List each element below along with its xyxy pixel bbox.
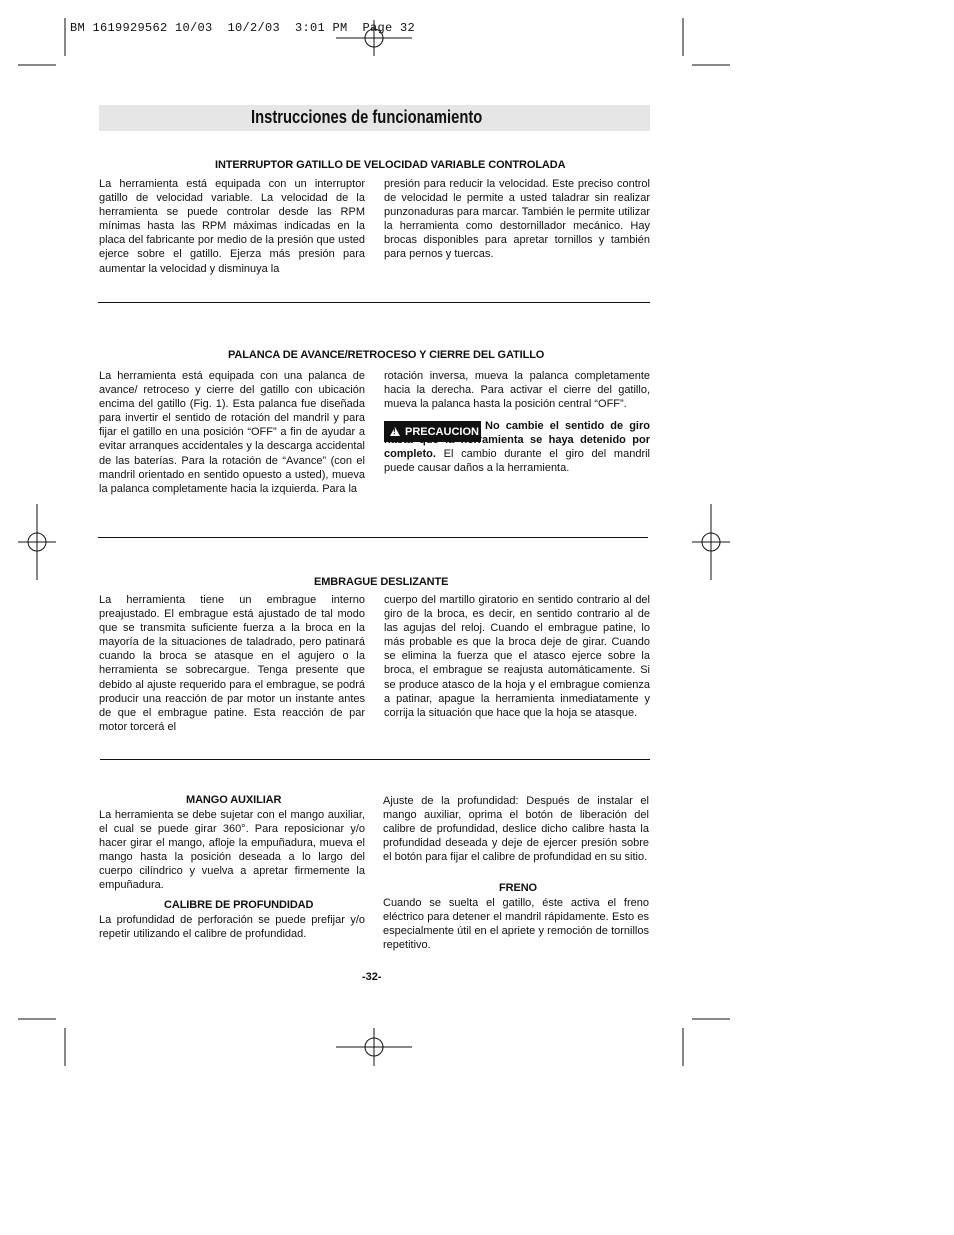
- clutch-col1: La herramienta tiene un embrague interno preajustado. El embrague está ajustado de tal modo que se transmita suficiente fuerza a la broca en la mayoría de la situaciones de taladrado, pero patinará cuando la broca se atasque en el agujero o la herramienta se sobrecargue. Tenga presente que debido al ajuste requerido para el embrague, se podrá producir una reacción de par motor un instante antes de que el embrague patine. Esta reacción de par motor torcerá el: [99, 594, 365, 733]
- depth-adjust-text: Ajuste de la profundidad: Después de instalar el mango auxiliar, oprima el botón de liberación del calibre de profundidad, deslice dicho calibre hasta la profundidad deseada y deje de ejercer presión sobre el botón para fijar el calibre de profundidad en su sitio.: [383, 795, 649, 864]
- caution-body-text: El cambio durante el giro del mandril puede causar daños a la herramienta.: [384, 448, 650, 475]
- lever-col1: La herramienta está equipada con una palanca de avance/ retroceso y cierre del gatillo con ubicación encima del gatillo (Fig. 1). Esta palanca fue diseñada para invertir el sentido de rotación del mandril y para fijar el gatillo en una posición “OFF” a fin de ayudar a evitar arranques accidentales y la descarga accidental de las baterías. Para la rotación de “Avance” (con el mandril orientado en sentido opuesto a usted), mueva la palanca completamente hacia la izquierda. Para la: [99, 370, 365, 495]
- handle-text: La herramienta se debe sujetar con el mango auxiliar, el cual se puede girar 360°. Para reposicionar y/o hacer girar el mango, afloje la empuñadura, mueva el mango hasta la posición deseada a lo largo del cuerpo cilíndrico y vuelva a apretar firmemente la empuñadura.: [99, 809, 365, 892]
- handle-heading: MANGO AUXILIAR: [186, 794, 282, 806]
- lever-col2: rotación inversa, mueva la palanca completamente hacia la derecha. Para activar el cierre del gatillo, mueva la palanca hasta la posición central “OFF”.: [384, 370, 650, 411]
- clutch-heading: EMBRAGUE DESLIZANTE: [314, 576, 449, 588]
- clutch-col2: cuerpo del martillo giratorio en sentido contrario al del giro de la broca, es decir, en sentido contrario al de las agujas del reloj. Cuando el embrague patine, lo más probable es que la broca deje de girar. Cuando se elimina la fuerza que el atasco ejerce sobre la broca, el embrague se reajusta automáticamente. Si se produce atasco de la hoja y el embrague comienza a patinar, apague la herramienta inmediatamente y corrija la situación que hace que la hoja se atasque.: [384, 594, 650, 719]
- section-divider: [98, 537, 648, 538]
- lever-heading: PALANCA DE AVANCE/RETROCESO Y CIERRE DEL GATILLO: [228, 349, 545, 361]
- section-divider: [100, 759, 650, 760]
- caution-bold-text: No cambie el sentido de giro hasta que la herramienta se haya detenido por completo.: [384, 420, 650, 461]
- page-title: Instrucciones de funcionamiento: [251, 107, 483, 127]
- caution-label: PRECAUCION: [405, 425, 479, 438]
- section-divider: [98, 302, 650, 303]
- page-number: -32-: [362, 971, 382, 983]
- trigger-col1: La herramienta está equipada con un interruptor gatillo de velocidad variable. La velocidad de la herramienta se puede controlar desde las RPM mínimas hasta las RPM máximas indicadas en la placa del fabricante por medio de la presión que usted ejerce sobre el gatillo. Ejerza más presión para aumentar la velocidad y disminuya la: [99, 178, 365, 275]
- depth-heading: CALIBRE DE PROFUNDIDAD: [164, 899, 314, 911]
- caution-text: [384, 419, 650, 475]
- trigger-heading: INTERRUPTOR GATILLO DE VELOCIDAD VARIABLE CONTROLADA: [215, 159, 566, 171]
- brake-heading: FRENO: [499, 882, 538, 894]
- depth-text: La profundidad de perforación se puede prefijar y/o repetir utilizando el calibre de profundidad.: [99, 914, 365, 941]
- brake-text: Cuando se suelta el gatillo, éste activa el freno eléctrico para detener el mandril rápidamente. Esto es especialmente útil en el apriete y remoción de tornillos repetitivo.: [383, 897, 649, 952]
- printer-slug: BM 1619929562 10/03 10/2/03 3:01 PM Page 32: [70, 21, 416, 35]
- trigger-col2: presión para reducir la velocidad. Este preciso control de velocidad le permite a usted taladrar sin realizar punzonaduras para marcar. También le permite utilizar la herramienta como destornillador mecánico. Hay brocas disponibles para apretar tornillos y también para pernos y tuercas.: [384, 178, 650, 261]
